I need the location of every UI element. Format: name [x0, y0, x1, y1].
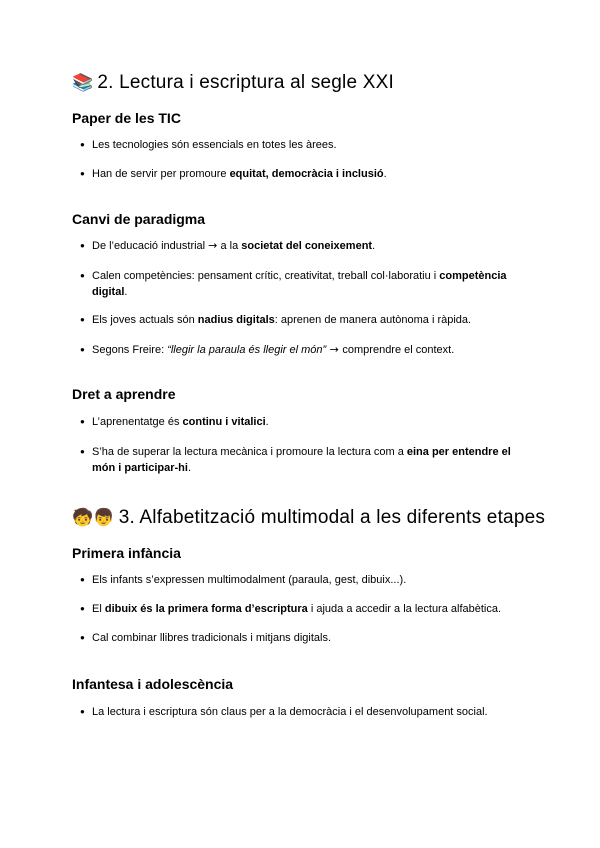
arrow-right-icon: → — [208, 239, 218, 252]
section-3-heading — [72, 507, 545, 529]
list-item: ● Cal combinar llibres tradicionals i mitjans digitals. — [92, 630, 532, 646]
freire-quote: “llegir la paraula és llegir el món” — [167, 344, 327, 356]
subheading-dret-aprendre: Dret a aprendre — [72, 386, 176, 402]
list-item: ● De l’educació industrial → a la societat del coneixement. — [92, 238, 532, 254]
subheading-infantesa-adolescencia: Infantesa i adolescència — [72, 676, 234, 692]
list-item: ● Han de servir per promoure equitat, democràcia i inclusió. — [92, 166, 532, 182]
subheading-paper-tic: Paper de les TIC — [72, 110, 181, 126]
list-item: ● El dibuix és la primera forma d’escriptura i ajuda a accedir a la lectura alfabètica. — [92, 601, 532, 617]
subheading-canvi-paradigma: Canvi de paradigma — [72, 211, 206, 227]
list-item: ● Els joves actuals són nadius digitals: aprenen de manera autònoma i ràpida. — [92, 312, 532, 328]
list-item: ● La lectura i escriptura són claus per a la democràcia i el desenvolupament social. — [92, 704, 532, 720]
list-item: ● Calen competències: pensament crític, creativitat, treball col·laboratiu i competència digital. — [92, 268, 532, 300]
subheading-primera-infancia: Primera infància — [72, 545, 181, 561]
arrow-right-icon: → — [326, 343, 343, 356]
children-icon: 🧒👦 — [72, 508, 115, 528]
list-item: ● Segons Freire: “llegir la paraula és llegir el món” → comprendre el context. — [92, 342, 532, 358]
list-item: ● Les tecnologies són essencials en totes les àrees. — [92, 137, 532, 153]
list-item: ● Els infants s’expressen multimodalment (paraula, gest, dibuix...). — [92, 572, 532, 588]
list-item: ● S’ha de superar la lectura mecànica i promoure la lectura com a eina per entendre el món i participar-hi. — [92, 444, 532, 476]
section-3-title: 3. Alfabetització multimodal a les diferents etapes — [118, 507, 546, 528]
section-2-title: 2. Lectura i escriptura al segle XXI — [97, 72, 394, 93]
section-2-heading — [72, 72, 394, 94]
list-item: ● L’aprenentatge és continu i vitalici. — [92, 414, 532, 430]
books-icon: 📚 — [72, 73, 94, 93]
